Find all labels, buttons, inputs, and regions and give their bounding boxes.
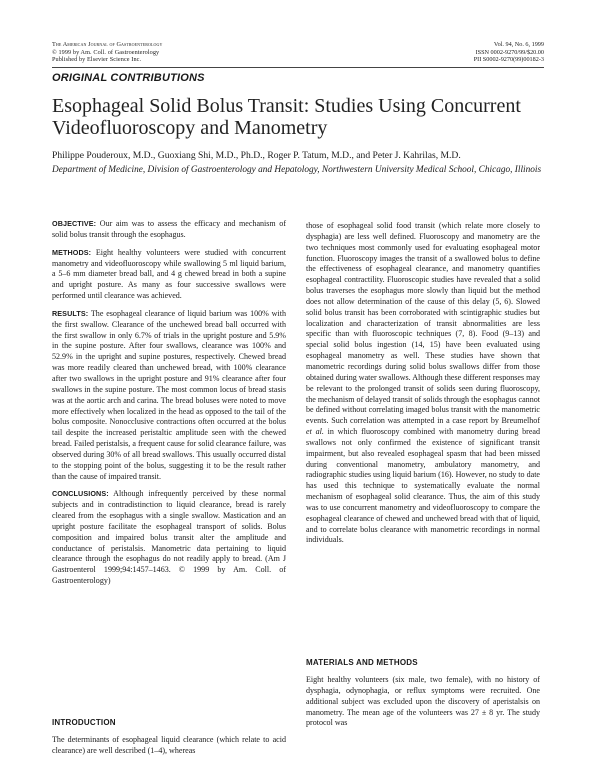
intro-continued-part2: in which fluoroscopy combined with manometry during bread swallows not only confirmed the existence of significant transit impairment, but also revealed esophageal spasm that had been missed during conventional manometry, ambulatory manometry, and radiographic studies using liquid barium (16). However, no study to date has used this technique to systematically evaluate the normal mechanism of esophageal solid clearance. Thus, the aim of this study was to use concurrent manometry and videofluoroscopy to compare the esophageal clearance of chewed and unchewed bread with that of liquid, and to correlate bolus clearance with manometric recordings in normal individuals. — [306, 427, 540, 545]
body-column-right — [306, 221, 540, 546]
introduction-text: The determinants of esophageal liquid clearance (which relate to acid clearance) are well described (1–4), whereas — [52, 735, 286, 755]
article-title: Esophageal Solid Bolus Transit: Studies Using Concurrent Videofluoroscopy and Manometry — [52, 95, 521, 139]
abstract-results — [52, 309, 286, 483]
objective-label: OBJECTIVE: — [52, 219, 97, 228]
conclusions-text: Although infrequently perceived by these normal subjects and in contradistinction to liquid clearance, bread is rarely cleared from the esophagus with a single swallow. Mastication and an upright posture facilitate the esophageal transport of solids. Bolus composition and impaired bolus transit alter the amplitude and conductance of peristalsis. Manometric data pertaining to liquid clearance through the esophagus do not readily apply to bread. (Am J Gastroenterol 1999;94:1457–1463. © 1999 by Am. Coll. of Gastroenterology) — [52, 489, 286, 586]
abstract-methods — [52, 248, 286, 302]
header-rule — [52, 67, 544, 68]
materials-methods-text: Eight healthy volunteers (six male, two female), with no history of dysphagia, odynophagia, or reflux symptoms were recruited. One additional subject was excluded upon the discovery of aperistalsis on manometry. The mean age of the volunteers was 27 ± 8 yr. The study protocol was — [306, 675, 540, 728]
abstract-objective — [52, 219, 286, 241]
materials-methods-heading: MATERIALS AND METHODS — [306, 658, 418, 667]
methods-label: METHODS: — [52, 247, 92, 257]
results-label: RESULTS: — [52, 308, 89, 318]
et-al: et al. — [306, 427, 324, 437]
abstract-column — [52, 219, 286, 594]
abstract-conclusions — [52, 489, 286, 587]
pii-line: PII S0002-9270(99)00182-3 — [473, 56, 544, 64]
issn-line: ISSN 0002-9270/99/$20.00 — [475, 48, 544, 56]
objective-text: Our aim was to assess the efficacy and mechanism of solid bolus transit through the esophagus. — [52, 219, 286, 239]
section-label: ORIGINAL CONTRIBUTIONS — [52, 72, 205, 84]
intro-continued-part1: those of esophageal solid food transit (which relate more closely to dysphagia) are less well defined. Fluoroscopy and manometry are the two techniques most commonly used for evaluating esophageal motor function. Fluoroscopy images the transit of a swallowed bolus to define the effectiveness of esophageal clearance, and manometry quantifies esophageal contractility. Fluoroscopic studies have revealed that a solid bolus traverses the esophagus more slowly than liquid but the method does not allow determination of the cause of this delay (5, 6). Slowed solid bolus transit has been corroborated with scintigraphic studies but localization and characterization of transit abnormalities are less specific than with fluoroscopic techniques (7, 8). Food (9–13) and special solid bolus ingestion (14, 15) have been evaluated using esophageal manometry as well. These studies have shown that manometric recordings during solid bolus swallows differ from those obtained during water swallows. Although these different responses may be relevant to the prolonged transit of solids seen during fluoroscopy, the mechanism of delayed transit of solids through the esophagus cannot be defined without correlating imaged bolus transit with the manometric events. Such correlation was attempted in a case report by Breumelhof — [306, 221, 540, 426]
introduction-heading: INTRODUCTION — [52, 718, 116, 727]
copyright-line: © 1999 by Am. Coll. of Gastroenterology — [52, 48, 160, 56]
affiliation: Department of Medicine, Division of Gastroenterology and Hepatology, Northwestern University Medical School, Chicago, Illinois — [52, 165, 542, 175]
methods-text: Eight healthy volunteers were studied with concurrent manometry and videofluoroscopy while swallowing 5 ml liquid barium, a 5–6 mm diameter bread ball, and 4 g chewed bread in both a supine and upright posture. As many as four successive swallows were performed until clearance was achieved. — [52, 247, 287, 301]
journal-header-left — [52, 41, 312, 64]
journal-header-right — [344, 41, 544, 64]
volume-line: Vol. 94, No. 6, 1999 — [493, 41, 544, 48]
author-list: Philippe Pouderoux, M.D., Guoxiang Shi, M.D., Ph.D., Roger P. Tatum, M.D., and Peter J. Kahrilas, M.D. — [52, 150, 461, 161]
results-text: The esophageal clearance of liquid barium was 100% with the first swallow. Clearance of the unchewed bread ball occurred with the first swallow in only 6.7% of trials in the upright posture and 5.9% in the supine posture. After four swallows, clearance was 100% and 52.9% in the upright and supine postures, respectively. Chewed bread was more readily cleared than unchewed bread, with 100% clearance after two swallows in the upright posture and 91% clearance after four swallows in the supine posture. The most common locus of bread stasis was at the aortic arch and carina. The bread boluses were noted to move more effectively when localized in the head as opposed to the tail of the bolus composite. Nonocclusive contractions often occurred at the bolus tail despite the increased peristaltic amplitude seen with the chewed bread. Failed peristalsis, a frequent cause for solid clearance failure, was observed during 30% of all bread swallows. This usually occurred distal to the stopping point of the bolus, suggesting it to be the result rather than the cause of impaired transit. — [52, 308, 286, 481]
introduction-continued — [306, 221, 540, 546]
journal-name: The American Journal of Gastroenterology — [52, 41, 163, 48]
conclusions-label: CONCLUSIONS: — [52, 489, 109, 499]
publisher-line: Published by Elsevier Science Inc. — [52, 56, 142, 64]
